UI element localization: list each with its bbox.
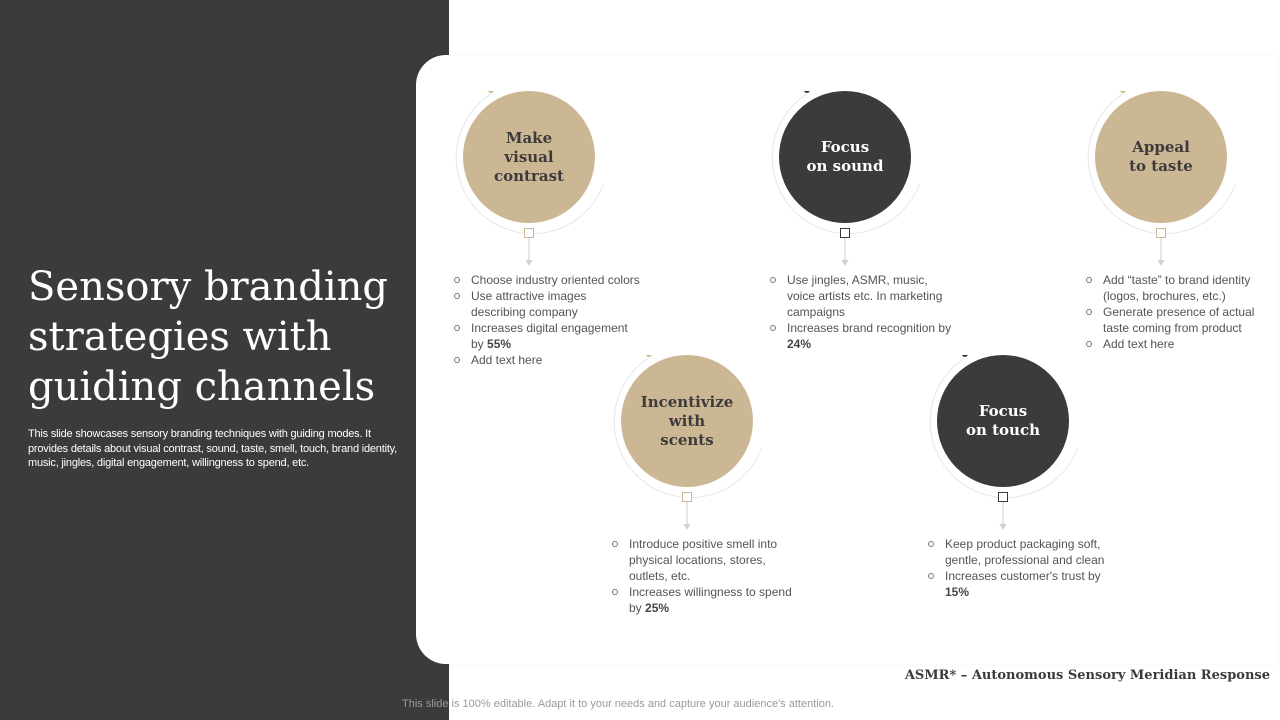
bullet-item: Increases willingness to spend by 25%: [610, 584, 800, 616]
connector-arrow: [682, 492, 692, 532]
slide-title-line: strategies with: [28, 314, 332, 360]
bullet-item: Add text here: [1084, 336, 1274, 352]
strategy-title-line: Focus: [820, 138, 870, 156]
strategy-title-line: Incentivize: [640, 392, 734, 411]
strategy-bullet-list: [452, 272, 642, 368]
strategy-circle: [463, 91, 595, 223]
strategy-title-line: scents: [660, 430, 714, 449]
strategy-title-line: with: [668, 411, 706, 430]
strategy-title-line: Appeal: [1132, 138, 1190, 156]
connector-arrow: [1156, 228, 1166, 268]
connector-arrow: [998, 492, 1008, 532]
strategy-title-line: on sound: [806, 157, 884, 175]
strategy-title-line: Focus: [978, 402, 1028, 420]
bullet-item: Increases brand recognition by 24%: [768, 320, 958, 352]
strategy-circle: [621, 355, 753, 487]
slide-title-line: guiding channels: [28, 364, 376, 410]
bullet-item: Add “taste” to brand identity (logos, brochures, etc.): [1084, 272, 1274, 304]
editable-note: This slide is 100% editable. Adapt it to your needs and capture your audience's attention.: [402, 698, 834, 710]
strategy-bullet-list: [1084, 272, 1274, 352]
connector-arrow: [524, 228, 534, 268]
strategy-circle: [937, 355, 1069, 487]
strategy-title-line: on touch: [965, 421, 1040, 439]
bullet-item: Use jingles, ASMR, music, voice artists etc. In marketing campaigns: [768, 272, 958, 320]
strategy-circle: [779, 91, 911, 223]
bullet-item: Introduce positive smell into physical locations, stores, outlets, etc.: [610, 536, 800, 584]
bullet-item: Generate presence of actual taste coming from product: [1084, 304, 1274, 336]
bullet-item: Increases customer's trust by 15%: [926, 568, 1116, 600]
strategy-bullet-list: [926, 536, 1116, 600]
asmr-footnote: ASMR* – Autonomous Sensory Meridian Response: [904, 668, 1270, 683]
strategy-circle: [1095, 91, 1227, 223]
slide-title-line: Sensory branding: [28, 264, 388, 310]
bullet-item: Keep product packaging soft, gentle, professional and clean: [926, 536, 1116, 568]
strategy-title-line: to taste: [1129, 157, 1193, 175]
bullet-item: Use attractive images describing company: [452, 288, 642, 320]
bullet-item: Choose industry oriented colors: [452, 272, 642, 288]
slide-description: This slide showcases sensory branding techniques with guiding modes. It provides details about visual contrast, sound, taste, smell, touch, brand identity, music, jingles, digital engagement, willingness to spend, etc.: [28, 428, 398, 469]
strategy-title-line: visual: [504, 147, 554, 166]
bullet-item: Add text here: [452, 352, 642, 368]
bullet-item: Increases digital engagement by 55%: [452, 320, 642, 352]
slide-title: [28, 262, 428, 412]
strategy-title-line: contrast: [494, 166, 564, 185]
strategy-bullet-list: [610, 536, 800, 616]
connector-arrow: [840, 228, 850, 268]
strategy-bullet-list: [768, 272, 958, 352]
strategy-title-line: Make: [505, 128, 553, 147]
